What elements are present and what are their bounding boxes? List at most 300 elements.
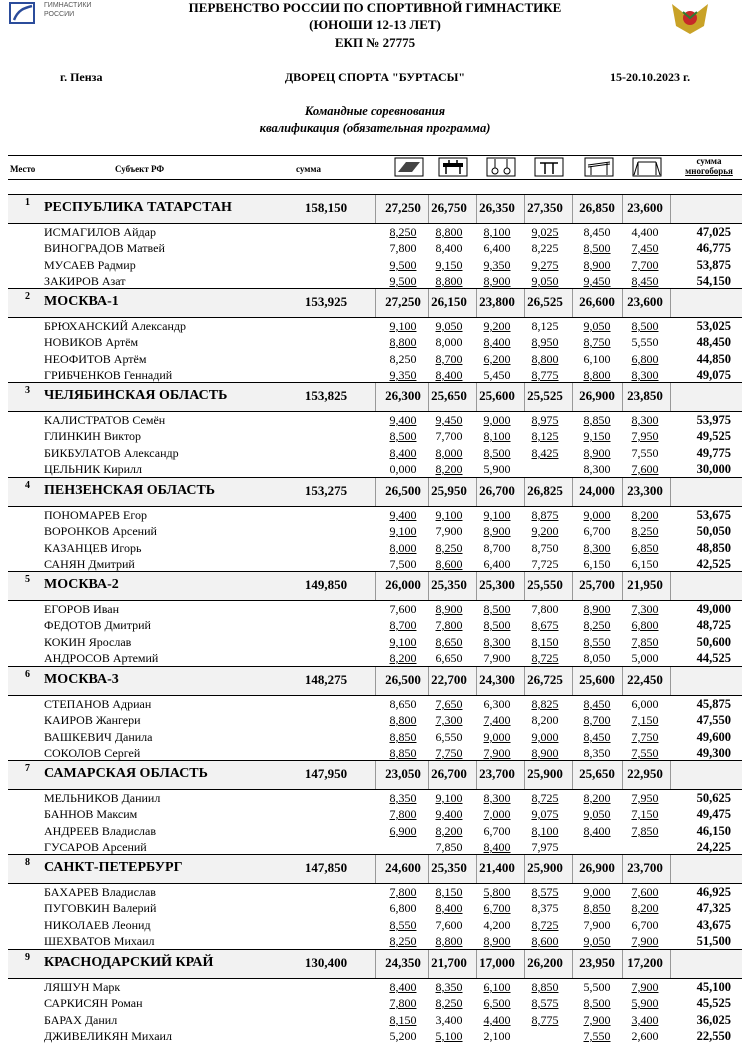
score-value: 9,400 xyxy=(389,508,417,522)
score-value: 5,800 xyxy=(483,885,511,899)
team-apparatus-score: 27,250 xyxy=(385,200,421,215)
athlete-allround-total: 46,150 xyxy=(696,824,731,838)
athlete-allround-total: 43,675 xyxy=(696,918,731,932)
athlete-apparatus-score xyxy=(628,791,662,806)
athlete-apparatus-score xyxy=(580,225,614,240)
athlete-allround-total: 48,725 xyxy=(696,618,731,632)
score-value: 8,200 xyxy=(631,508,659,522)
score-value: 8,400 xyxy=(483,840,511,854)
score-value: 9,075 xyxy=(531,807,559,821)
column-divider xyxy=(572,195,573,223)
athlete-apparatus-score xyxy=(628,258,662,273)
team-place: 4 xyxy=(25,480,30,491)
team-row xyxy=(8,571,742,601)
team-apparatus-score: 25,900 xyxy=(527,860,563,875)
athlete-apparatus-score xyxy=(528,524,562,539)
score-value: 8,225 xyxy=(531,241,559,255)
team-row xyxy=(8,949,742,979)
team-apparatus-score: 25,600 xyxy=(579,672,615,687)
athlete-apparatus-score xyxy=(580,258,614,273)
athlete-apparatus-score xyxy=(432,635,466,650)
score-value: 8,050 xyxy=(583,651,611,665)
athlete-name: ГЛИНКИН Виктор xyxy=(44,429,142,443)
score-value: 8,600 xyxy=(531,934,559,948)
score-value: 8,675 xyxy=(531,618,559,632)
team-row xyxy=(8,760,742,790)
athlete-apparatus-score xyxy=(480,1029,514,1044)
athlete-apparatus-score xyxy=(480,274,514,289)
score-value: 9,275 xyxy=(531,258,559,272)
score-value: 8,825 xyxy=(531,697,559,711)
athlete-allround-total: 49,075 xyxy=(696,368,731,382)
score-value: 8,550 xyxy=(583,635,611,649)
athlete-apparatus-score xyxy=(628,807,662,822)
column-divider xyxy=(375,761,376,789)
score-value: 7,700 xyxy=(435,429,463,443)
team-total: 149,850 xyxy=(304,577,348,592)
athlete-name: СОКОЛОВ Сергей xyxy=(44,746,141,760)
dates: 15-20.10.2023 г. xyxy=(610,70,691,84)
athlete-apparatus-score xyxy=(528,557,562,572)
athlete-apparatus-score xyxy=(580,824,614,839)
score-value: 8,250 xyxy=(435,541,463,555)
score-value: 8,500 xyxy=(583,241,611,255)
athlete-apparatus-score xyxy=(386,541,420,556)
athlete-apparatus-score xyxy=(386,901,420,916)
athlete-name: КАЛИСТРАТОВ Семён xyxy=(44,413,166,427)
athlete-apparatus-score xyxy=(528,697,562,712)
score-value: 7,800 xyxy=(531,602,559,616)
athlete-apparatus-score xyxy=(580,918,614,933)
floor-icon xyxy=(394,157,424,177)
athlete-apparatus-score xyxy=(386,713,420,728)
athlete-apparatus-score xyxy=(480,446,514,461)
score-value: 7,600 xyxy=(631,885,659,899)
athlete-apparatus-score xyxy=(580,368,614,383)
athlete-apparatus-score xyxy=(480,524,514,539)
athlete-apparatus-score xyxy=(528,429,562,444)
athlete-apparatus-score xyxy=(386,730,420,745)
athlete-allround-total: 53,975 xyxy=(696,413,731,427)
score-value: 8,250 xyxy=(631,524,659,538)
score-value: 5,900 xyxy=(483,462,511,476)
team-apparatus-score: 22,950 xyxy=(627,766,663,781)
column-divider xyxy=(572,289,573,317)
column-divider xyxy=(670,667,671,695)
score-value: 7,750 xyxy=(435,746,463,760)
team-apparatus-score: 26,500 xyxy=(385,483,421,498)
score-value: 8,100 xyxy=(531,824,559,838)
score-value: 8,400 xyxy=(483,335,511,349)
athlete-apparatus-score xyxy=(528,446,562,461)
parallel-bars-icon xyxy=(584,157,614,177)
score-value: 4,200 xyxy=(483,918,511,932)
score-value: 5,000 xyxy=(631,651,659,665)
score-value: 7,800 xyxy=(435,618,463,632)
athlete-apparatus-score xyxy=(528,352,562,367)
athlete-apparatus-score xyxy=(480,901,514,916)
score-value: 8,450 xyxy=(583,697,611,711)
score-value: 7,950 xyxy=(631,429,659,443)
score-value: 8,500 xyxy=(483,446,511,460)
score-value: 6,200 xyxy=(483,352,511,366)
athlete-apparatus-score xyxy=(386,446,420,461)
score-value: 7,800 xyxy=(389,885,417,899)
score-value: 8,750 xyxy=(583,335,611,349)
athlete-apparatus-score xyxy=(628,368,662,383)
team-apparatus-score: 26,200 xyxy=(527,955,563,970)
athlete-name: БИКБУЛАТОВ Александр xyxy=(44,446,179,460)
athlete-apparatus-score xyxy=(432,918,466,933)
score-value: 7,900 xyxy=(631,934,659,948)
athlete-apparatus-score xyxy=(628,746,662,761)
athlete-name: ВИНОГРАДОВ Матвей xyxy=(44,241,165,255)
athlete-apparatus-score xyxy=(432,446,466,461)
team-row xyxy=(8,666,742,696)
athlete-apparatus-score xyxy=(480,713,514,728)
athlete-apparatus-score xyxy=(386,697,420,712)
team-place: 6 xyxy=(25,669,30,680)
athlete-name: ПОНОМАРЕВ Егор xyxy=(44,508,147,522)
score-value: 8,975 xyxy=(531,413,559,427)
team-apparatus-score: 23,700 xyxy=(479,766,515,781)
team-apparatus-score: 23,600 xyxy=(627,294,663,309)
athlete-apparatus-score xyxy=(580,1029,614,1044)
athlete-apparatus-score xyxy=(580,335,614,350)
athlete-apparatus-score xyxy=(386,885,420,900)
score-value: 7,700 xyxy=(631,258,659,272)
score-value: 7,850 xyxy=(435,840,463,854)
athlete-apparatus-score xyxy=(386,807,420,822)
score-value: 5,550 xyxy=(631,335,659,349)
score-value: 7,400 xyxy=(483,713,511,727)
score-value: 6,800 xyxy=(389,901,417,915)
score-value: 8,000 xyxy=(389,541,417,555)
athlete-name: ЕГОРОВ Иван xyxy=(44,602,120,616)
athlete-apparatus-score xyxy=(480,335,514,350)
athlete-apparatus-score xyxy=(528,807,562,822)
score-value: 7,900 xyxy=(583,918,611,932)
athlete-apparatus-score xyxy=(480,413,514,428)
team-apparatus-score: 26,850 xyxy=(579,200,615,215)
score-value: 9,050 xyxy=(435,319,463,333)
score-value: 8,000 xyxy=(435,446,463,460)
athlete-apparatus-score xyxy=(528,368,562,383)
column-divider xyxy=(375,572,376,600)
score-value: 8,400 xyxy=(435,368,463,382)
score-value: 8,350 xyxy=(435,980,463,994)
athlete-apparatus-score xyxy=(628,885,662,900)
score-value: 8,300 xyxy=(483,635,511,649)
athlete-apparatus-score xyxy=(432,462,466,477)
athlete-apparatus-score xyxy=(580,635,614,650)
score-value: 6,850 xyxy=(631,541,659,555)
team-total: 158,150 xyxy=(304,200,348,215)
athlete-name: СТЕПАНОВ Адриан xyxy=(44,697,152,711)
athlete-name: БАННОВ Максим xyxy=(44,807,138,821)
athlete-name: САРКИСЯН Роман xyxy=(44,996,143,1010)
score-value: 9,050 xyxy=(531,274,559,288)
athlete-name: КОКИН Ярослав xyxy=(44,635,132,649)
athlete-apparatus-score xyxy=(432,996,466,1011)
score-value: 8,300 xyxy=(483,791,511,805)
score-value: 8,900 xyxy=(583,446,611,460)
team-name: РЕСПУБЛИКА ТАТАРСТАН xyxy=(44,200,232,215)
athlete-apparatus-score xyxy=(386,524,420,539)
score-value: 9,100 xyxy=(389,635,417,649)
team-apparatus-score: 26,725 xyxy=(527,672,563,687)
team-apparatus-score: 26,900 xyxy=(579,860,615,875)
score-value: 7,300 xyxy=(435,713,463,727)
score-value: 8,375 xyxy=(531,901,559,915)
athlete-apparatus-score xyxy=(628,602,662,617)
score-value: 6,700 xyxy=(483,901,511,915)
athlete-apparatus-score xyxy=(580,602,614,617)
athlete-apparatus-score xyxy=(580,413,614,428)
score-value: 8,400 xyxy=(583,824,611,838)
score-value: 7,500 xyxy=(389,557,417,571)
athlete-apparatus-score xyxy=(628,1013,662,1028)
score-value: 0,000 xyxy=(389,462,417,476)
score-value: 8,150 xyxy=(531,635,559,649)
score-value: 8,875 xyxy=(531,508,559,522)
athlete-apparatus-score xyxy=(528,225,562,240)
athlete-apparatus-score xyxy=(580,746,614,761)
age-group: (ЮНОШИ 12-13 ЛЕТ) xyxy=(309,17,441,32)
athlete-apparatus-score xyxy=(386,934,420,949)
athlete-apparatus-score xyxy=(580,446,614,461)
score-value: 8,900 xyxy=(435,602,463,616)
team-apparatus-score: 27,250 xyxy=(385,294,421,309)
team-apparatus-score: 25,525 xyxy=(527,388,563,403)
athlete-apparatus-score xyxy=(386,413,420,428)
athlete-apparatus-score xyxy=(432,713,466,728)
athlete-apparatus-score xyxy=(528,934,562,949)
athlete-apparatus-score xyxy=(480,462,514,477)
athlete-apparatus-score xyxy=(386,980,420,995)
team-apparatus-score: 25,950 xyxy=(431,483,467,498)
score-value: 9,050 xyxy=(583,319,611,333)
score-value: 8,500 xyxy=(631,319,659,333)
athlete-name: ВАШКЕВИЧ Данила xyxy=(44,730,153,744)
athlete-apparatus-score xyxy=(480,368,514,383)
score-value: 8,100 xyxy=(483,225,511,239)
athlete-apparatus-score xyxy=(628,824,662,839)
athlete-apparatus-score xyxy=(480,618,514,633)
score-value: 9,000 xyxy=(583,885,611,899)
team-name: МОСКВА-3 xyxy=(44,672,119,687)
team-place: 5 xyxy=(25,574,30,585)
athlete-allround-total: 44,850 xyxy=(696,352,731,366)
score-value: 9,050 xyxy=(583,807,611,821)
athlete-apparatus-score xyxy=(432,730,466,745)
score-value: 7,725 xyxy=(531,557,559,571)
athlete-apparatus-score xyxy=(580,996,614,1011)
score-value: 8,800 xyxy=(435,225,463,239)
score-value: 7,550 xyxy=(631,746,659,760)
score-value: 8,800 xyxy=(435,274,463,288)
athlete-apparatus-score xyxy=(528,918,562,933)
score-value: 8,850 xyxy=(583,901,611,915)
team-name: ЧЕЛЯБИНСКАЯ ОБЛАСТЬ xyxy=(44,388,228,403)
athlete-apparatus-score xyxy=(480,1013,514,1028)
score-value: 8,400 xyxy=(435,241,463,255)
score-value: 7,650 xyxy=(435,697,463,711)
score-value: 7,900 xyxy=(631,980,659,994)
athlete-apparatus-score xyxy=(432,1013,466,1028)
score-value: 9,000 xyxy=(483,413,511,427)
athlete-apparatus-score xyxy=(432,508,466,523)
athlete-apparatus-score xyxy=(628,352,662,367)
team-apparatus-score: 26,300 xyxy=(385,388,421,403)
athlete-apparatus-score xyxy=(528,258,562,273)
column-divider xyxy=(572,478,573,506)
score-value: 8,850 xyxy=(389,730,417,744)
athlete-apparatus-score xyxy=(480,730,514,745)
score-value: 7,300 xyxy=(631,602,659,616)
team-row xyxy=(8,477,742,507)
athlete-apparatus-score xyxy=(580,557,614,572)
athlete-apparatus-score xyxy=(432,225,466,240)
score-value: 8,725 xyxy=(531,791,559,805)
athlete-apparatus-score xyxy=(528,840,562,855)
high-bar-icon xyxy=(632,157,662,177)
athlete-name: ВОРОНКОВ Арсений xyxy=(44,524,157,538)
team-apparatus-score: 26,700 xyxy=(479,483,515,498)
team-apparatus-score: 26,600 xyxy=(579,294,615,309)
score-value: 8,250 xyxy=(389,225,417,239)
team-place: 9 xyxy=(25,952,30,963)
athlete-apparatus-score xyxy=(580,980,614,995)
score-value: 5,500 xyxy=(583,980,611,994)
athlete-allround-total: 51,500 xyxy=(696,934,731,948)
athlete-apparatus-score xyxy=(528,413,562,428)
athlete-allround-total: 47,325 xyxy=(696,901,731,915)
athlete-apparatus-score xyxy=(386,557,420,572)
athlete-apparatus-score xyxy=(386,352,420,367)
athlete-apparatus-score xyxy=(628,980,662,995)
athlete-apparatus-score xyxy=(628,635,662,650)
athlete-apparatus-score xyxy=(628,901,662,916)
team-row xyxy=(8,194,742,224)
team-total: 130,400 xyxy=(304,955,348,970)
athlete-apparatus-score xyxy=(480,807,514,822)
score-value: 8,350 xyxy=(389,791,417,805)
athlete-apparatus-score xyxy=(628,241,662,256)
score-value: 7,900 xyxy=(483,746,511,760)
team-place: 7 xyxy=(25,763,30,774)
column-divider xyxy=(375,950,376,978)
athlete-apparatus-score xyxy=(432,319,466,334)
team-apparatus-score: 26,500 xyxy=(385,672,421,687)
team-apparatus-score: 23,050 xyxy=(385,766,421,781)
team-apparatus-score: 26,750 xyxy=(431,200,467,215)
athlete-apparatus-score xyxy=(528,241,562,256)
athlete-allround-total: 45,875 xyxy=(696,697,731,711)
athlete-name: ПУГОВКИН Валерий xyxy=(44,901,157,915)
column-divider xyxy=(670,383,671,411)
score-value: 8,450 xyxy=(583,225,611,239)
score-value: 8,450 xyxy=(631,274,659,288)
header-place: Место xyxy=(10,164,36,174)
team-name: САМАРСКАЯ ОБЛАСТЬ xyxy=(44,766,208,781)
athlete-apparatus-score xyxy=(528,730,562,745)
score-value: 9,100 xyxy=(483,508,511,522)
athlete-apparatus-score xyxy=(432,934,466,949)
score-value: 7,000 xyxy=(483,807,511,821)
athlete-allround-total: 50,050 xyxy=(696,524,731,538)
score-value: 8,800 xyxy=(389,713,417,727)
team-apparatus-score: 25,550 xyxy=(527,577,563,592)
athlete-name: ИСМАГИЛОВ Айдар xyxy=(44,225,156,239)
athlete-apparatus-score xyxy=(628,541,662,556)
athlete-apparatus-score xyxy=(580,274,614,289)
team-apparatus-score: 22,450 xyxy=(627,672,663,687)
team-apparatus-score: 23,950 xyxy=(579,955,615,970)
column-divider xyxy=(572,667,573,695)
athlete-apparatus-score xyxy=(480,885,514,900)
pommel-horse-icon xyxy=(438,157,468,177)
athlete-apparatus-score xyxy=(628,730,662,745)
athlete-name: ЗАКИРОВ Азат xyxy=(44,274,126,288)
competition-type: Командные соревнования xyxy=(304,104,446,118)
athlete-apparatus-score xyxy=(480,319,514,334)
score-value: 6,700 xyxy=(631,918,659,932)
athlete-apparatus-score xyxy=(386,258,420,273)
athlete-name: ДЖИВЕЛИКЯН Михаил xyxy=(44,1029,172,1043)
header-subject: Субъект РФ xyxy=(115,164,165,174)
team-apparatus-score: 23,850 xyxy=(627,388,663,403)
score-value: 8,125 xyxy=(531,319,559,333)
score-value: 9,100 xyxy=(389,319,417,333)
athlete-apparatus-score xyxy=(528,1013,562,1028)
athlete-apparatus-score xyxy=(432,541,466,556)
score-value: 7,800 xyxy=(389,241,417,255)
score-value: 7,900 xyxy=(435,524,463,538)
rings-icon xyxy=(486,157,516,177)
athlete-apparatus-score xyxy=(528,996,562,1011)
score-value: 7,600 xyxy=(389,602,417,616)
athlete-apparatus-score xyxy=(580,1013,614,1028)
score-value: 6,300 xyxy=(483,697,511,711)
athlete-apparatus-score xyxy=(386,319,420,334)
athlete-apparatus-score xyxy=(580,791,614,806)
team-apparatus-score: 21,400 xyxy=(479,860,515,875)
athlete-allround-total: 48,450 xyxy=(696,335,731,349)
score-value: 7,850 xyxy=(631,635,659,649)
score-value: 7,550 xyxy=(631,446,659,460)
score-value: 9,000 xyxy=(531,730,559,744)
athlete-allround-total: 36,025 xyxy=(696,1013,731,1027)
score-value: 8,775 xyxy=(531,368,559,382)
team-name: САНКТ-ПЕТЕРБУРГ xyxy=(44,860,183,875)
score-value: 7,900 xyxy=(483,651,511,665)
athlete-apparatus-score xyxy=(386,241,420,256)
score-value: 8,650 xyxy=(389,697,417,711)
score-value: 8,900 xyxy=(583,258,611,272)
score-value: 4,400 xyxy=(483,1013,511,1027)
team-total: 153,925 xyxy=(304,294,348,309)
athlete-apparatus-score xyxy=(432,274,466,289)
athlete-allround-total: 47,025 xyxy=(696,225,731,239)
athlete-apparatus-score xyxy=(432,602,466,617)
athlete-apparatus-score xyxy=(628,429,662,444)
athlete-apparatus-score xyxy=(432,651,466,666)
score-value: 8,650 xyxy=(435,635,463,649)
athlete-apparatus-score xyxy=(580,524,614,539)
score-value: 8,900 xyxy=(483,934,511,948)
team-total: 148,275 xyxy=(304,672,348,687)
